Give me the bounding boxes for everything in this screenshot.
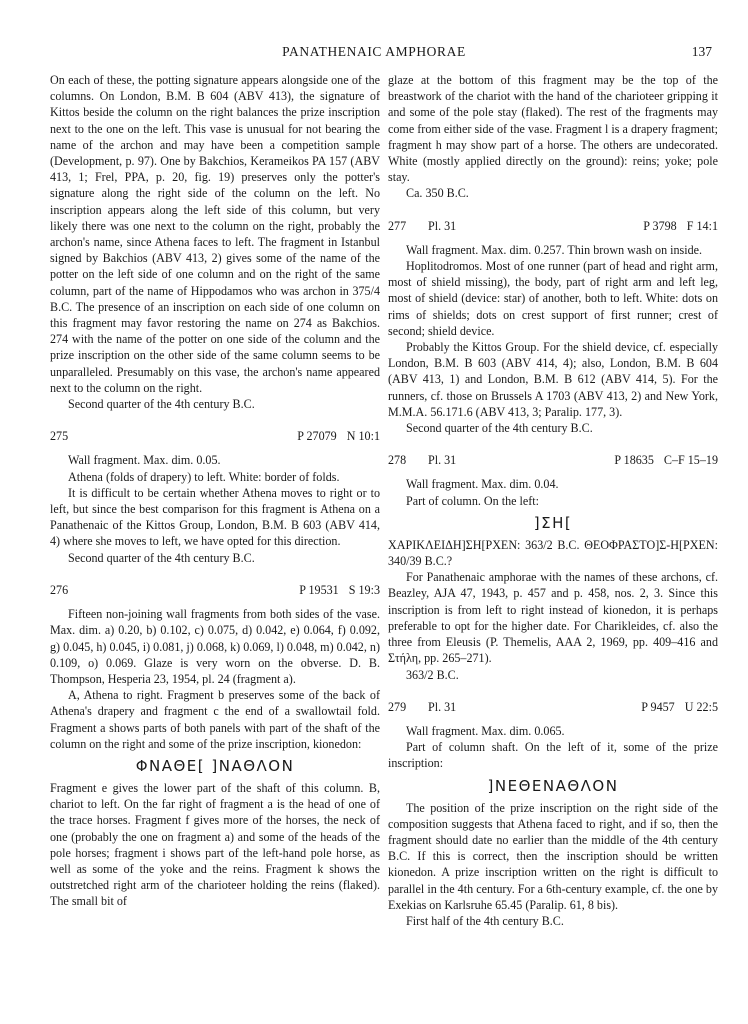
intro-date: Second quarter of the 4th century B.C. xyxy=(68,397,255,412)
entry-276-header xyxy=(50,582,380,598)
plate-reference: Pl. 31 xyxy=(428,699,457,714)
entry-number: 277 xyxy=(388,218,407,233)
entry-number: 279 xyxy=(388,699,407,714)
entry-278-description: Wall fragment. Max. dim. 0.04. xyxy=(406,477,559,492)
entry-279-description: Wall fragment. Max. dim. 0.065. xyxy=(406,723,565,738)
entry-275-date: Second quarter of the 4th century B.C. xyxy=(68,550,255,565)
entry-number: 275 xyxy=(50,429,69,444)
entry-278-subject: Part of column. On the left: xyxy=(406,493,540,508)
deposit-location: N 10:1 xyxy=(346,429,380,444)
intro-paragraph: On each of these, the potting signature appears alongside one of the columns. On London, B.M. B 604 (ABV 413), the signature of Kittos beside the column on the right balances the prize inscription next to the one on the left. This vase is unusual for not bearing the name of the archon and may have been a competition sample (Development, p. 97). One by Bakchios, Kerameikos PA 157 (ABV 413, 1; Frel, PPA, p. 20, fig. 19) preserves only the potter's signature along the right side of the column on the left. No inscription appears along the left side of this column, but very likely there was one next to the column on the right, probably the archon's name, since Athena faces to left. The fragment in Istanbul signed by Bakchios (ABV 413, 2) gives some of the name of the potter on the left side of one column and on the right of the same column, part of the name of Hippodamos who was archon in 375/4 B.C. The presence of an inscription on each side of one column on this fragment may favor restoring the name on 274 as Bakchios. 274 with the name of the potter on one side of the column and the prize inscription on the other side of the same column seems to be unparalleled. Presumably on this vase, the archon's name appeared next to the column on the right. xyxy=(50,73,380,395)
entry-278-date: 363/2 B.C. xyxy=(406,667,459,682)
entry-276-inscription: ΦΝΑΘΕ[ ]ΝΑΘΛΟΝ xyxy=(135,756,295,775)
left-column xyxy=(50,72,380,910)
inventory-number: P 27079 xyxy=(297,429,337,444)
entry-277-date: Second quarter of the 4th century B.C. xyxy=(406,421,593,436)
page-number: 137 xyxy=(691,44,712,59)
entry-276-continuation: glaze at the bottom of this fragment may be the top of the breastwork of the chariot with the hand of the charioteer gripping it and some of the pole stay (flaked). The rest of the fragments may come from either side of the vase. Fragment l is a drapery fragment; fragment h may show part of a horse. The others are undecorated. White (mostly applied directly on the ground): reins; yoke; pole stay. xyxy=(388,73,718,185)
entry-278-inscription: ]ΣΗ[ xyxy=(533,513,573,532)
deposit-location: F 14:1 xyxy=(686,218,718,233)
entry-279-subject: Part of column shaft. On the left of it, some of the prize inscription: xyxy=(388,740,718,771)
entry-279-date: First half of the 4th century B.C. xyxy=(406,913,564,928)
entry-278-discussion: For Panathenaic amphorae with the names of these archons, cf. Beazley, AJA 47, 1943, p. 457 and p. 458, nos. 2, 3. Since this inscription is from left to right instead of kionedon, it is perhaps preferable to opt for the higher date. For Charikleides, cf. also the three from Eleusis (P. Themelis, AAA 2, 1969, pp. 409–416 and Στήλη, pp. 265–271). xyxy=(388,570,718,666)
entry-277-header xyxy=(388,218,718,234)
plate-reference: Pl. 31 xyxy=(428,453,457,468)
entry-277-description: Wall fragment. Max. dim. 0.257. Thin brown wash on inside. xyxy=(406,242,703,257)
inventory-number: P 19531 xyxy=(299,582,339,597)
entry-279-discussion: The position of the prize inscription on the right side of the composition suggests that Athena faced to right, and if so, then the fragment should date no earlier than the middle of the 4th century B.C. If this is correct, then the inscription should be written kionedon. A prize inscription written on the right is difficult to parallel in the 4th century. For a 6th-century example, cf. the one by Exekias on Karlsruhe 65.45 (Paralip. 61, 8 bis). xyxy=(388,800,718,912)
entry-276-discussion-b: Fragment e gives the lower part of the shaft of this column. B, chariot to left. On the far right of fragment a is the head of one of the trace horses. Fragment f gives more of the horses, the neck of one (probably the one on fragment a) and some of the heads of the pole horses; fragment i shows part of the left-hand pole horse, as well as some of the yoke and the reins. Fragment k shows the outstretched right arm of the charioteer holding the reins (flaked). The small bit of xyxy=(50,780,380,909)
entry-275-header xyxy=(50,428,380,444)
deposit-location: S 19:3 xyxy=(348,582,380,597)
entry-278-header xyxy=(388,452,718,468)
entry-278-reading: ΧΑΡΙΚΛΕΙΔΗ]ΣΗ[ΡΧΕΝ: 363/2 B.C. ΘΕΟΦΡΑΣΤΟ]Σ-Η[ΡΧΕΝ: 340/39 B.C.? xyxy=(388,537,718,569)
entry-277-discussion: Probably the Kittos Group. For the shield device, cf. especially London, B.M. B 603 (ABV 414, 4); also, London, B.M. B 604 (ABV 413, 1) and London, B.M. B 612 (ABV 414, 5). For the runners, cf. those on Brussels A 1703 (ABV 413, 2) and New York, M.M.A. 56.171.6 (ABV 413, 3; Paralip. 177, 3). xyxy=(388,340,718,419)
running-head: PANATHENAIC AMPHORAE xyxy=(282,44,466,59)
entry-275-subject: Athena (folds of drapery) to left. White: border of folds. xyxy=(68,469,340,484)
inventory-number: P 18635 xyxy=(614,453,654,468)
deposit-location: C–F 15–19 xyxy=(663,453,718,468)
entry-279-inscription: ]ΝΕΘΕΝΑΘΛΟΝ xyxy=(487,776,619,795)
inventory-number: P 9457 xyxy=(641,699,675,714)
inventory-number: P 3798 xyxy=(643,218,677,233)
deposit-location: U 22:5 xyxy=(684,699,718,714)
plate-reference: Pl. 31 xyxy=(428,218,457,233)
entry-275-description: Wall fragment. Max. dim. 0.05. xyxy=(68,453,221,468)
entry-276-date: Ca. 350 B.C. xyxy=(406,186,469,201)
entry-number: 278 xyxy=(388,453,407,468)
entry-279-header xyxy=(388,699,718,715)
entry-276-discussion-a: A, Athena to right. Fragment b preserves some of the back of Athena's drapery and fragment c the end of a swallowtail fold. Fragment a shows parts of both panels with part of the shaft of the column on the right and some of the prize inscription, kionedon: xyxy=(50,688,380,751)
entry-276-description: Fifteen non-joining wall fragments from both sides of the vase. Max. dim. a) 0.20, b) 0.102, c) 0.075, d) 0.042, e) 0.064, f) 0.092, g) 0.045, h) 0.045, i) 0.081, j) 0.068, k) 0.069, l) 0.048, m) 0.042, n) 0.109, o) 0.069. Glaze is very worn on the obverse. D. B. Thompson, Hesperia 23, 1954, pl. 24 (fragment a). xyxy=(50,607,380,686)
right-column xyxy=(388,72,718,929)
entry-277-subject: Hoplitodromos. Most of one runner (part of head and right arm, most of shield missing), the body, part of right arm and left leg, most of shield (device: star) of another, both to left. White: dots on rims of shields; dots on crest support of first runner; crest of second; shield device. xyxy=(388,259,718,338)
entry-number: 276 xyxy=(50,582,69,597)
entry-275-discussion: It is difficult to be certain whether Athena moves to right or to left, but since the best comparison for this fragment is Athena on a Panathenaic of the Kittos Group, London, B.M. B 603 (ABV 414, 4) where she moves to left, we have opted for this direction. xyxy=(50,485,380,549)
